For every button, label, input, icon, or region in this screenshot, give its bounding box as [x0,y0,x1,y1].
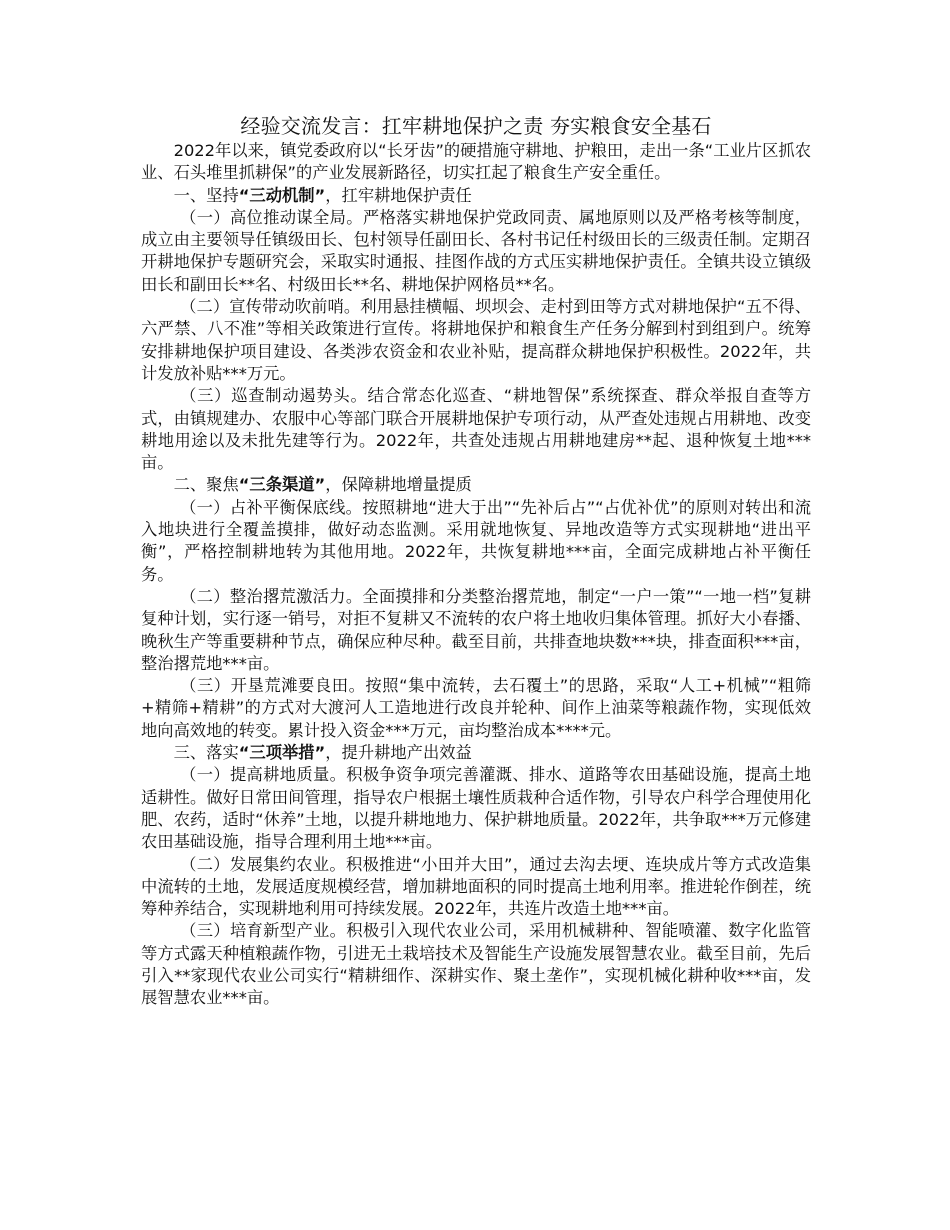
section-3-paragraph: （一）提高耕地质量。积极争资争项完善灌溉、排水、道路等农田基础设施，提高土地适耕性。做好日常田间管理，指导农户根据土壤性质栽种合适作物，引导农户科学合理使用化肥、农药，适时“休养”土地，以提升耕地地力、保护耕地质量。2022年，共争取***万元修建农田基础设施，指导合理利用土地***亩。 [141,765,811,852]
section-heading-prefix: 三、落实 [173,743,239,763]
section-3-paragraph: （三）培育新型产业。积极引入现代农业公司，采用机械耕种、智能喷灌、数字化监管等方式露天种植粮蔬作物，引进无土栽培技术及智能生产设施发展智慧农业。截至目前，先后引入**家现代农业公司实行“精耕细作、深耕实作、聚土垄作”，实现机械化耕种收***亩，发展智慧农业***亩。 [141,921,811,1008]
section-2-paragraph: （三）开垦荒滩要良田。按照“集中流转，去石覆土”的思路，采取“人工+机械”“粗筛+精筛+精耕”的方式对大渡河人工造地进行改良并轮种、间作上油菜等粮蔬作物，实现低效地向高效地的转变。累计投入资金***万元，亩均整治成本****元。 [141,676,811,740]
intro-paragraph: 2022年以来，镇党委政府以“长牙齿”的硬措施守耕地、护粮田，走出一条“工业片区抓农业、石头堆里抓耕保”的产业发展新路径，切实扛起了粮食生产安全重任。 [141,141,811,183]
section-heading-prefix: 二、聚焦 [173,475,239,495]
section-heading-keyword: “三项举措” [238,743,326,763]
section-heading-keyword: “三条渠道” [238,475,326,495]
section-heading-keyword: “三动机制” [238,185,326,205]
section-1-paragraph: （二）宣传带动吹前哨。利用悬挂横幅、坝坝会、走村到田等方式对耕地保护“五不得、六严禁、八不准”等相关政策进行宣传。将耕地保护和粮食生产任务分解到村到组到户。统筹安排耕地保护项目建设、各类涉农资金和农业补贴，提高群众耕地保护积极性。2022年，共计发放补贴***万元。 [141,297,811,383]
section-heading-1 [141,185,811,207]
section-2-paragraph: （二）整治撂荒激活力。全面摸排和分类整治撂荒地，制定“一户一策”“一地一档”复耕复种计划，实行逐一销号，对拒不复耕又不流转的农户将土地收归集体管理。抓好大小春播、晚秋生产等重要耕种节点，确保应种尽种。截至目前，共排查地块数***块，排查面积***亩，整治撂荒地***亩。 [141,586,811,673]
section-heading-2 [141,474,811,496]
document-page [141,112,811,1010]
section-1-paragraph: （一）高位推动谋全局。严格落实耕地保护党政同责、属地原则以及严格考核等制度，成立由主要领导任镇级田长、包村领导任副田长、各村书记任村级田长的三级责任制。定期召开耕地保护专题研究会，采取实时通报、挂图作战的方式压实耕地保护责任。全镇共设立镇级田长和副田长**名、村级田长**名、耕地保护网格员**名。 [141,207,811,294]
section-heading-suffix: ，保障耕地增量提质 [325,475,472,495]
section-heading-3 [141,742,811,764]
document-title: 经验交流发言：扛牢耕地保护之责 夯实粮食安全基石 [240,114,712,138]
section-heading-prefix: 一、坚持 [173,185,239,205]
section-2-paragraph: （一）占补平衡保底线。按照耕地“进大于出”“先补后占”“占优补优”的原则对转出和流入地块进行全覆盖摸排，做好动态监测。采用就地恢复、异地改造等方式实现耕地“进出平衡”，严格控制耕地转为其他用地。2022年，共恢复耕地***亩，全面完成耕地占补平衡任务。 [141,497,811,584]
section-1-paragraph: （三）巡查制动遏势头。结合常态化巡查、“耕地智保”系统探查、群众举报自查等方式，由镇规建办、农服中心等部门联合开展耕地保护专项行动，从严查处违规占用耕地、改变耕地用途以及未批先建等行为。2022年，共查处违规占用耕地建房**起、退种恢复土地***亩。 [141,386,811,473]
section-3-paragraph: （二）发展集约农业。积极推进“小田并大田”，通过去沟去埂、连块成片等方式改造集中流转的土地，发展适度规模经营，增加耕地面积的同时提高土地利用率。推进轮作倒茬，统筹种养结合，实现耕地利用可持续发展。2022年，共连片改造土地***亩。 [141,854,811,919]
section-heading-suffix: ，提升耕地产出效益 [325,743,472,763]
section-heading-suffix: ，扛牢耕地保护责任 [325,185,472,205]
